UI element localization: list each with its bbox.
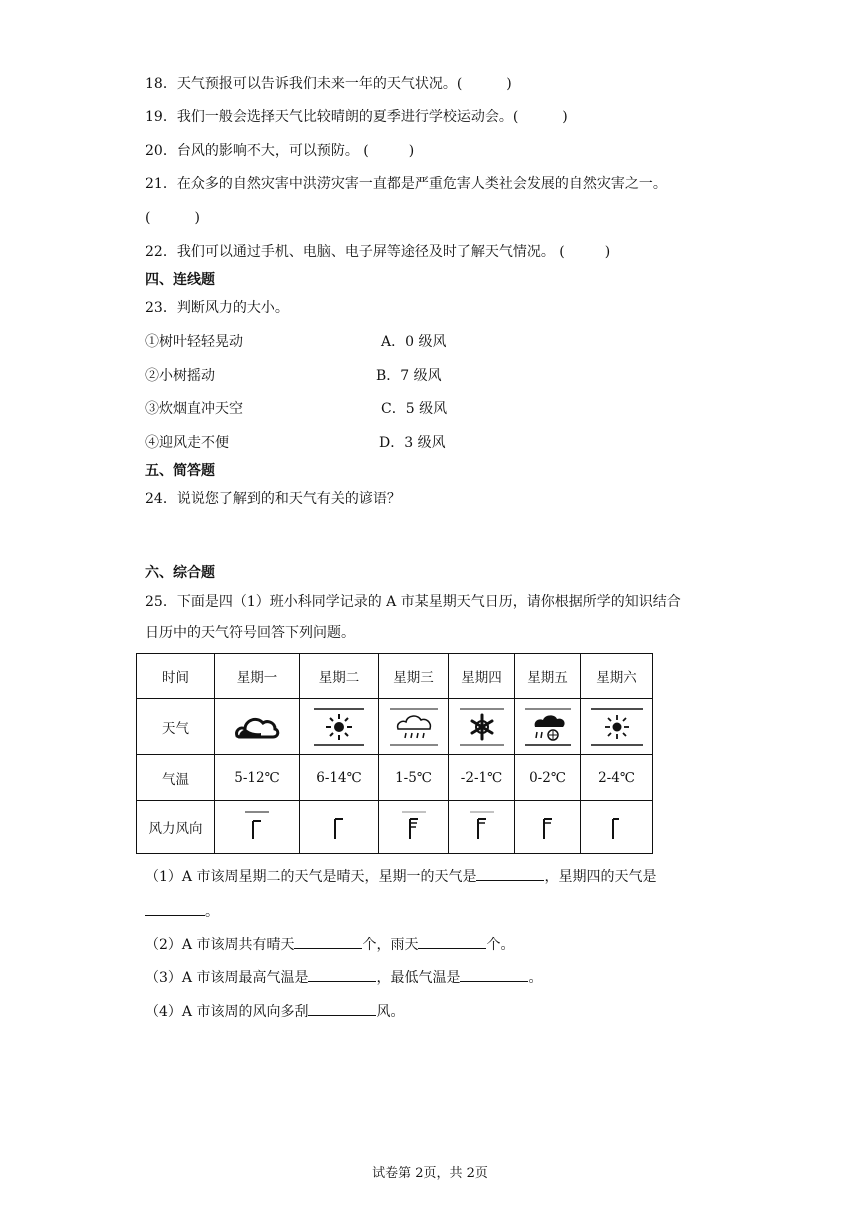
day-header: 星期五 bbox=[515, 654, 581, 699]
answer-blank[interactable] bbox=[418, 934, 486, 949]
question-text: 我们可以通过手机、电脑、电子屏等途径及时了解天气情况。 ( bbox=[176, 244, 565, 260]
wind-cell bbox=[449, 801, 515, 854]
subquestion-text: （2）A 市该周共有晴天 bbox=[145, 937, 295, 953]
subquestion-2 bbox=[145, 934, 514, 955]
temp-cell: 6-14℃ bbox=[300, 755, 379, 801]
table-row-wind bbox=[137, 801, 653, 854]
subquestion-text: 。 bbox=[205, 904, 219, 920]
subquestion-3 bbox=[145, 967, 542, 988]
question-18 bbox=[145, 74, 512, 94]
row-label: 风力风向 bbox=[137, 801, 215, 854]
sunny-icon bbox=[589, 707, 645, 747]
weather-cell bbox=[300, 699, 379, 755]
matching-left-4[interactable]: ④迎风走不便 bbox=[145, 435, 229, 451]
matching-left-1[interactable]: ①树叶轻轻晃动 bbox=[145, 334, 243, 350]
wind-flag-icon bbox=[528, 809, 568, 845]
answer-blank[interactable] bbox=[460, 967, 528, 982]
temp-cell: 0-2℃ bbox=[515, 755, 581, 801]
cloudy-icon bbox=[233, 710, 281, 744]
question-25-line1: 25．下面是四（1）班小科同学记录的 A 市某星期天气日历，请你根据所学的知识结合 bbox=[145, 594, 681, 610]
wind-cell bbox=[215, 801, 300, 854]
day-header: 星期三 bbox=[379, 654, 449, 699]
paren-open: ( bbox=[145, 210, 151, 226]
weather-cell bbox=[449, 699, 515, 755]
question-text: 天气预报可以告诉我们未来一年的天气状况。( bbox=[176, 76, 463, 92]
subquestion-text: 个，雨天 bbox=[362, 937, 419, 953]
wind-cell bbox=[581, 801, 653, 854]
matching-left-3[interactable]: ③炊烟直冲天空 bbox=[145, 401, 243, 417]
temp-cell: -2-1℃ bbox=[449, 755, 515, 801]
table-row-weather bbox=[137, 699, 653, 755]
answer-blank[interactable] bbox=[476, 866, 544, 881]
question-21-answer bbox=[145, 208, 200, 228]
wind-cell bbox=[300, 801, 379, 854]
question-24: 24．说说您了解到的和天气有关的谚语？ bbox=[145, 491, 401, 507]
day-header: 星期四 bbox=[449, 654, 515, 699]
matching-left-2[interactable]: ②小树摇动 bbox=[145, 368, 215, 384]
subquestion-text: ，最低气温是 bbox=[376, 970, 461, 986]
subquestion-text: 。 bbox=[528, 970, 543, 986]
sunny-icon bbox=[312, 707, 366, 747]
subquestion-4 bbox=[145, 1001, 404, 1022]
paren-close: ) bbox=[604, 244, 611, 260]
question-text: 我们一般会选择天气比较晴朗的夏季进行学校运动会。( bbox=[176, 109, 519, 125]
wind-cell bbox=[379, 801, 449, 854]
question-number: 22． bbox=[145, 244, 177, 260]
table-row-temperature bbox=[137, 755, 653, 801]
row-label: 时间 bbox=[137, 654, 215, 699]
question-number: 18． bbox=[145, 76, 177, 92]
subquestion-1 bbox=[145, 866, 656, 887]
matching-right-b[interactable]: B．7 级风 bbox=[376, 368, 442, 384]
question-22 bbox=[145, 242, 610, 262]
weather-cell bbox=[581, 699, 653, 755]
subquestion-text: ，星期四的天气是 bbox=[544, 869, 657, 885]
wind-cell bbox=[515, 801, 581, 854]
question-20 bbox=[145, 141, 414, 161]
weather-cell bbox=[515, 699, 581, 755]
subquestion-text: 风。 bbox=[376, 1004, 405, 1020]
snow-icon bbox=[458, 707, 506, 747]
subquestion-text: （1）A 市该周星期二的天气是晴天，星期一的天气是 bbox=[145, 869, 477, 885]
weather-cell bbox=[379, 699, 449, 755]
wind-flag-icon bbox=[597, 809, 637, 845]
question-23: 23．判断风力的大小。 bbox=[145, 300, 289, 316]
section-heading-6: 六、综合题 bbox=[145, 565, 215, 581]
question-number: 21． bbox=[145, 176, 177, 192]
day-header: 星期二 bbox=[300, 654, 379, 699]
weather-calendar-table bbox=[136, 653, 653, 854]
temp-cell: 2-4℃ bbox=[581, 755, 653, 801]
paren-close: ) bbox=[562, 109, 568, 125]
temp-cell: 5-12℃ bbox=[215, 755, 300, 801]
day-header: 星期一 bbox=[215, 654, 300, 699]
question-number: 19． bbox=[145, 109, 177, 125]
answer-blank[interactable] bbox=[308, 1001, 376, 1016]
temp-cell: 1-5℃ bbox=[379, 755, 449, 801]
question-25-line2: 日历中的天气符号回答下列问题。 bbox=[145, 625, 355, 641]
question-19 bbox=[145, 107, 568, 127]
question-text: 台风的影响不大，可以预防。 ( bbox=[176, 143, 369, 159]
matching-right-a[interactable]: A．0 级风 bbox=[381, 334, 447, 350]
answer-blank[interactable] bbox=[145, 901, 205, 916]
wind-flag-icon bbox=[237, 809, 277, 845]
day-header: 星期六 bbox=[581, 654, 653, 699]
paren-close: ) bbox=[194, 210, 200, 226]
subquestion-text: 个。 bbox=[486, 937, 515, 953]
weather-cell bbox=[215, 699, 300, 755]
subquestion-text: （4）A 市该周的风向多刮 bbox=[145, 1004, 309, 1020]
subquestion-1-cont bbox=[145, 901, 219, 922]
rain-icon bbox=[388, 707, 440, 747]
question-text: 在众多的自然灾害中洪涝灾害一直都是严重危害人类社会发展的自然灾害之一。 bbox=[176, 176, 667, 192]
section-heading-4: 四、连线题 bbox=[145, 272, 215, 288]
question-21 bbox=[145, 174, 667, 194]
wind-flag-icon bbox=[462, 809, 502, 845]
matching-right-c[interactable]: C．5 级风 bbox=[381, 401, 448, 417]
row-label: 天气 bbox=[137, 699, 215, 755]
row-label: 气温 bbox=[137, 755, 215, 801]
sleet-icon bbox=[523, 707, 573, 747]
matching-right-d[interactable]: D．3 级风 bbox=[379, 435, 446, 451]
answer-blank[interactable] bbox=[294, 934, 362, 949]
paren-close: ) bbox=[506, 76, 512, 92]
subquestion-text: （3）A 市该周最高气温是 bbox=[145, 970, 309, 986]
wind-flag-icon bbox=[319, 809, 359, 845]
answer-blank[interactable] bbox=[308, 967, 376, 982]
table-row-time bbox=[137, 654, 653, 699]
wind-flag-icon bbox=[394, 809, 434, 845]
page-footer: 试卷第 2页，共 2页 bbox=[372, 1166, 488, 1181]
question-number: 20． bbox=[145, 143, 177, 159]
section-heading-5: 五、简答题 bbox=[145, 463, 215, 479]
paren-close: ) bbox=[408, 143, 415, 159]
